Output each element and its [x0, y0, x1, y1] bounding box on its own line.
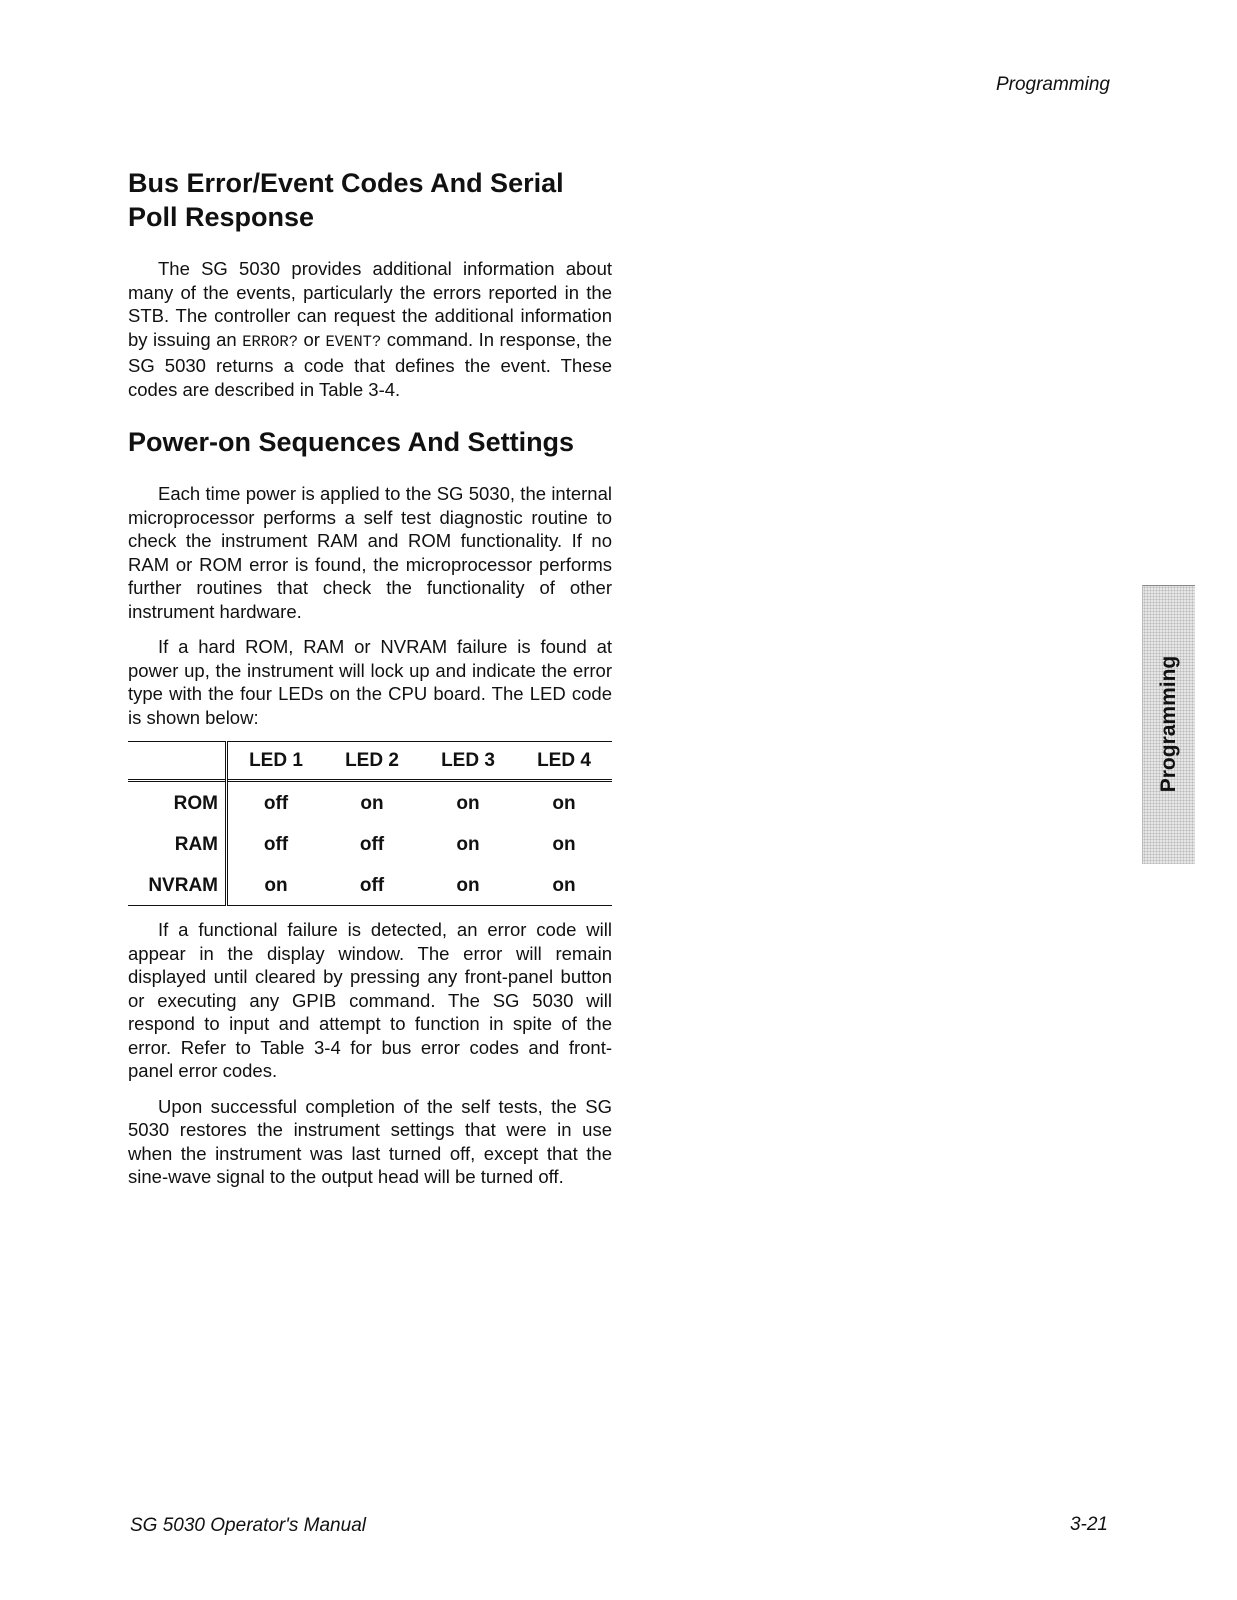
row-label: ROM	[128, 781, 227, 824]
led-state-cell: off	[263, 793, 289, 814]
heading-line-2: Poll Response	[128, 202, 315, 232]
led-state-cell: off	[359, 834, 385, 855]
power-on-paragraph-1: Each time power is applied to the SG 5030, the internal microprocessor performs a self test diagnostic routine to check the instrument RAM and ROM functionality. If no RAM or ROM error is found, the microprocessor performs further routines that check the functionality of other instrument hardware.	[128, 483, 612, 622]
heading-line-1: Bus Error/Event Codes And Serial	[128, 168, 564, 198]
table-row	[128, 864, 612, 906]
para-text-a: The SG 5030 provides additional information about many of the events, particularly the errors reported in the STB. The controller can request the additional information by issuing an	[128, 258, 612, 350]
led-state-cell: on	[456, 793, 480, 814]
main-content	[128, 166, 612, 1189]
led-state-cell: on	[552, 875, 576, 896]
power-on-paragraph-2: If a hard ROM, RAM or NVRAM failure is found at power up, the instrument will lock up and indicate the error type with the four LEDs on the CPU board. The LED code is shown below:	[128, 636, 612, 728]
led-state-cell: on	[456, 834, 480, 855]
led-code-table	[128, 741, 612, 906]
power-on-paragraph-3: If a functional failure is detected, an error code will appear in the display window. The error will remain displayed until cleared by pressing any front-panel button or executing any GPIB command. The SG 5030 will respond to input and attempt to function in spite of the error. Refer to Table 3-4 for bus error codes and front-panel error codes.	[128, 919, 612, 1081]
led-table-corner-cell	[128, 742, 227, 781]
led-state-cell: on	[552, 834, 576, 855]
led-column-header: LED 1	[249, 749, 303, 771]
table-row	[128, 781, 612, 824]
led-state-cell: on	[264, 875, 288, 896]
led-column-header: LED 4	[537, 749, 591, 771]
bus-error-paragraph	[128, 257, 612, 401]
para-text-b: or	[298, 328, 326, 350]
section-thumb-tab	[1142, 585, 1195, 864]
row-label: RAM	[128, 823, 227, 864]
error-query-command: ERROR?	[242, 332, 298, 351]
led-state-cell: on	[360, 793, 384, 814]
event-query-command: EVENT?	[325, 332, 382, 351]
thumb-tab-label: Programming	[1157, 655, 1180, 793]
led-table-header-row	[128, 742, 612, 781]
footer-page-number: 3-21	[1069, 1514, 1108, 1535]
led-state-cell: off	[359, 875, 385, 896]
section-heading-power-on: Power-on Sequences And Settings	[128, 427, 575, 457]
led-state-cell: on	[552, 793, 576, 814]
running-head: Programming	[995, 74, 1110, 95]
table-row	[128, 823, 612, 864]
led-column-header: LED 3	[441, 749, 495, 771]
section-heading-bus-error	[128, 166, 612, 234]
row-label: NVRAM	[128, 864, 227, 906]
power-on-paragraph-4: Upon successful completion of the self tests, the SG 5030 restores the instrument settings that were in use when the instrument was last turned off, except that the sine-wave signal to the output head will be turned off.	[128, 1095, 612, 1187]
led-state-cell: on	[456, 875, 480, 896]
para-text-c: command. In response, the SG 5030 returns a code that defines the event. These codes are described in Table 3-4.	[128, 328, 612, 400]
footer-manual-title: SG 5030 Operator's Manual	[130, 1515, 366, 1536]
led-column-header: LED 2	[345, 749, 399, 771]
led-state-cell: off	[263, 834, 289, 855]
